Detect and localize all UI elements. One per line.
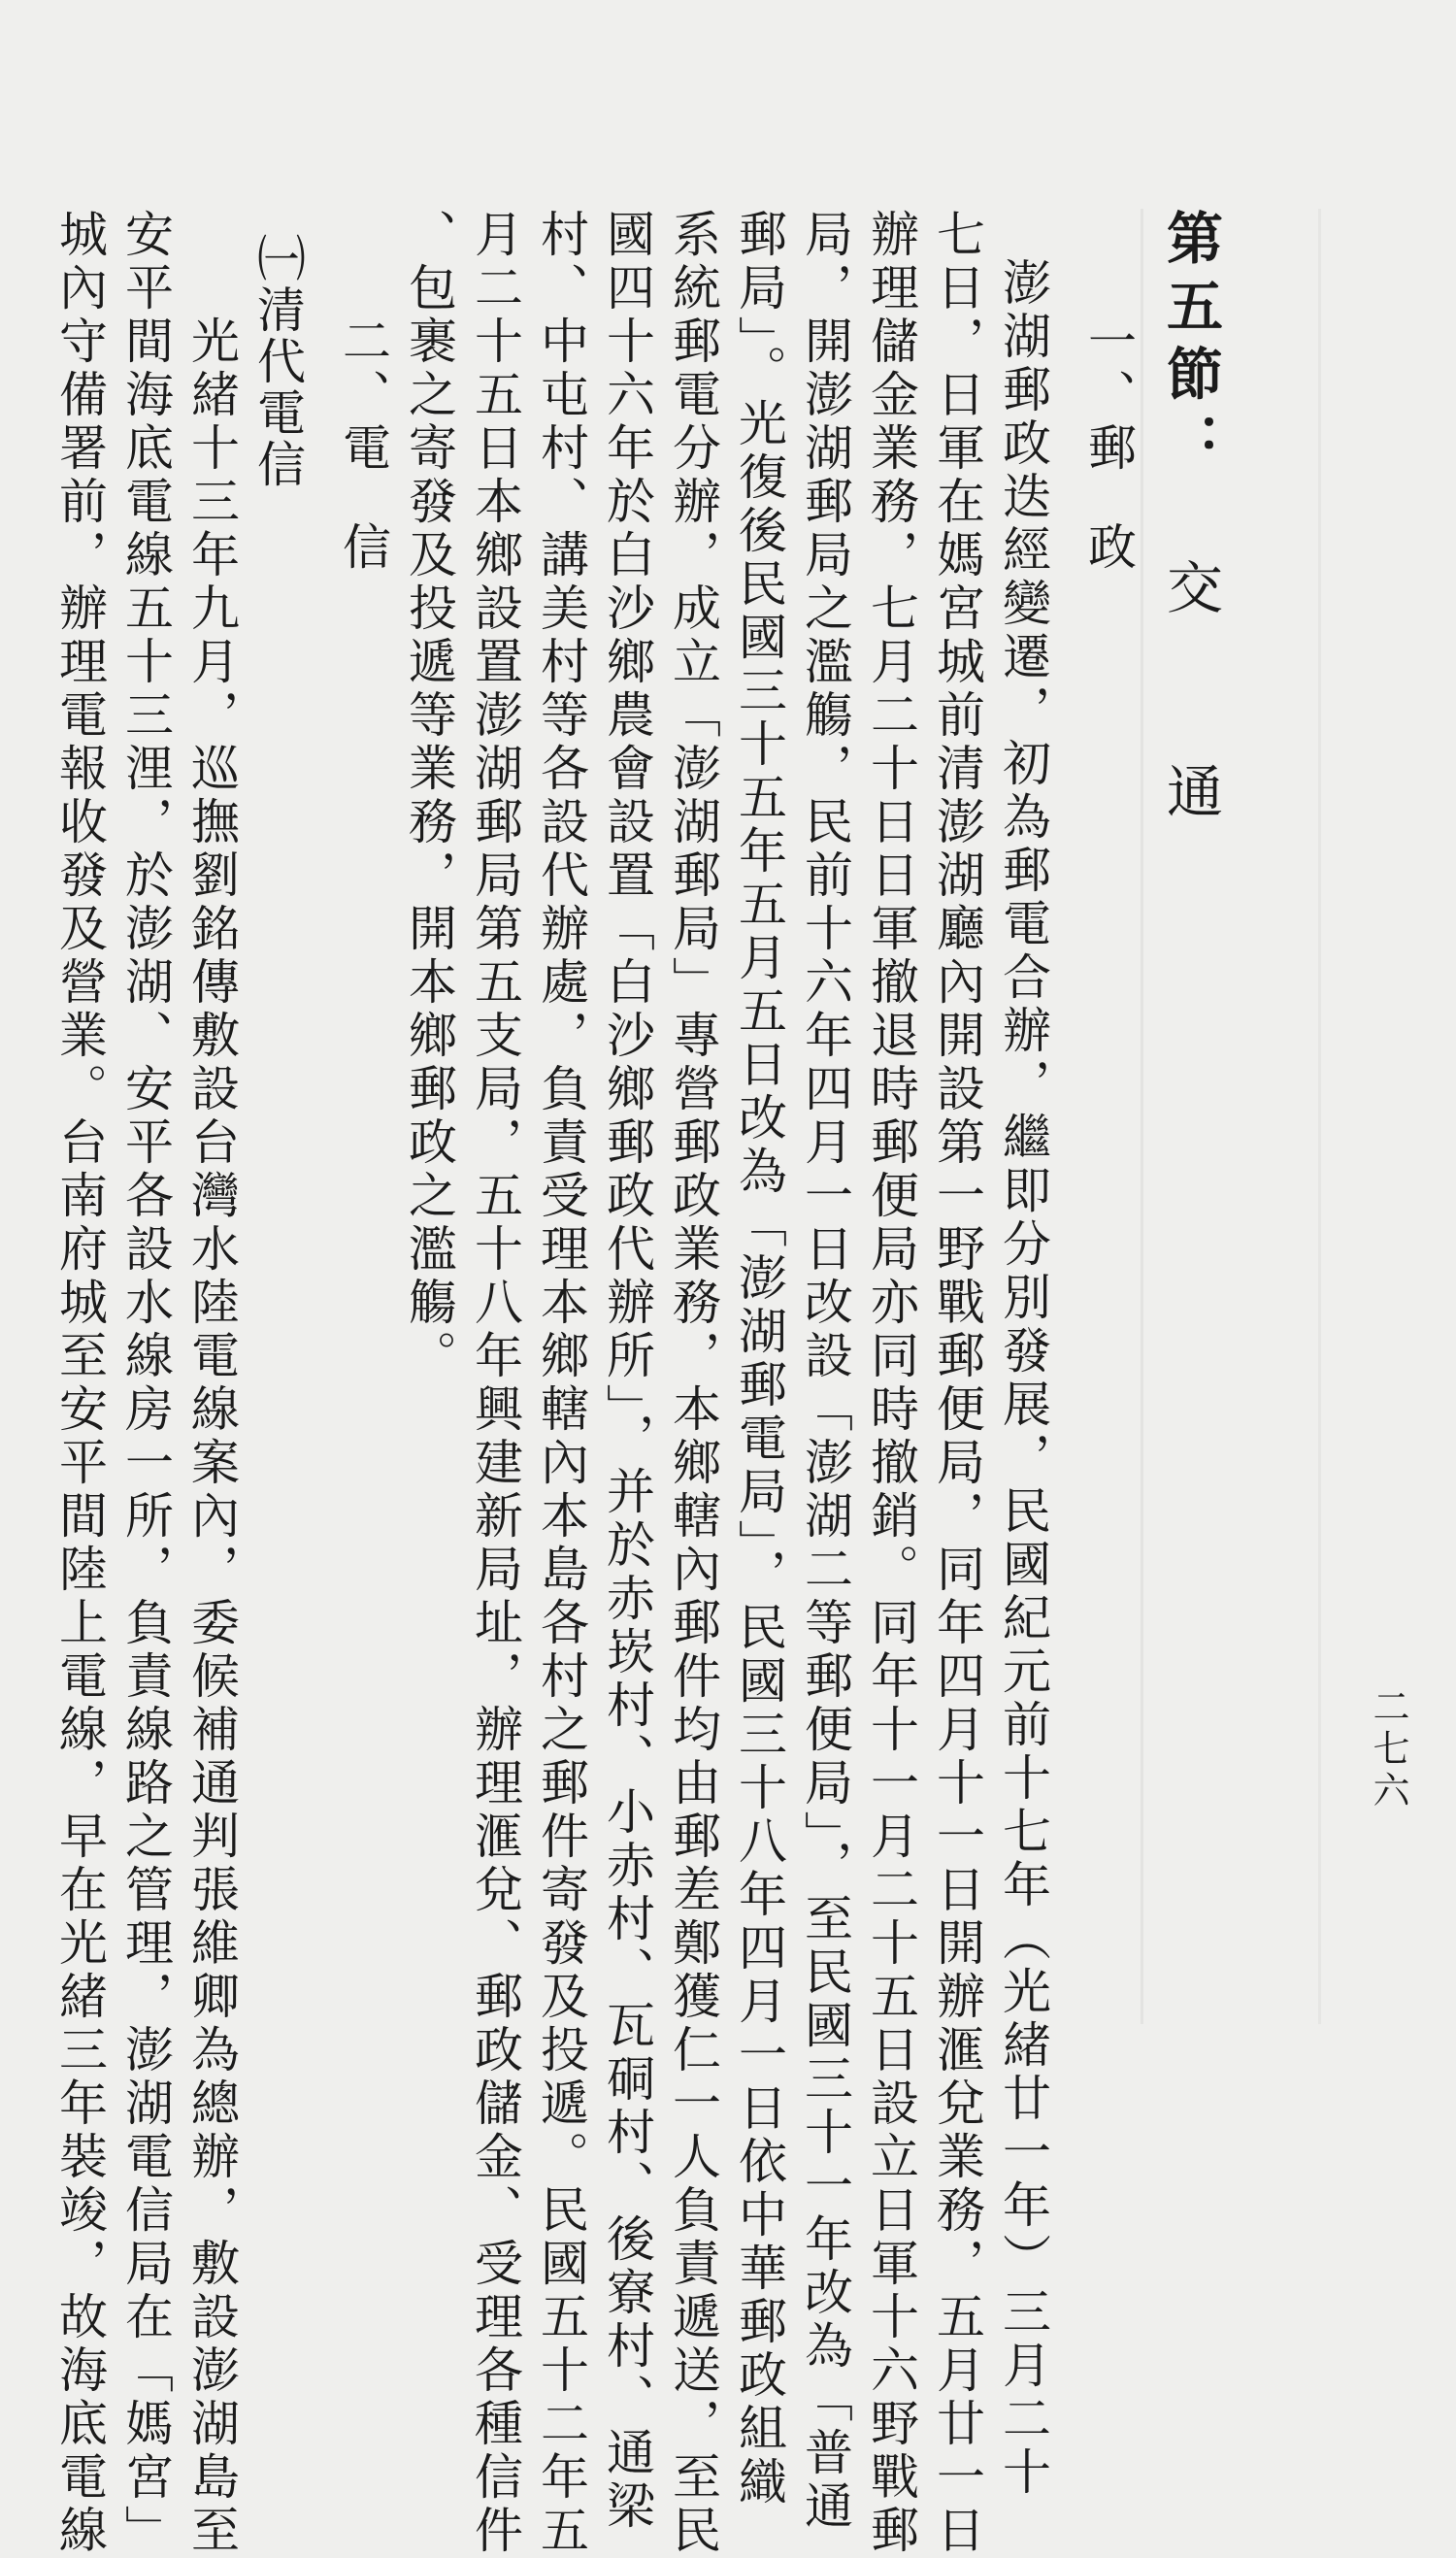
postal-paragraph-line: 郵局」。光復後民國三十五年五月五日改為「澎湖郵電局」，民國三十八年四月一日依中華郵政組織 (731, 209, 787, 2509)
heading-postal-text: 郵政 (1080, 422, 1137, 620)
postal-paragraph-line: 局，開澎湖郵局之濫觴，民前十六年四月一日改設「澎湖二等郵便局」，至民國三十一年改為「普通 (797, 209, 853, 2534)
postal-paragraph-line: 月二十五日本鄉設置澎湖郵局第五支局，五十八年興建新局址，辦理滙兌、郵政儲金、受理各種信件 (467, 209, 523, 2558)
heading-telecom-text: 電信 (335, 422, 391, 620)
section-title-text: 交 通 (1157, 558, 1223, 830)
page-number: 二七六 (1367, 1687, 1409, 1812)
postal-paragraph-line: 系統郵電分辦，成立「澎湖郵局」專營郵政業務，本鄉轄內郵件均由郵差鄭獲仁一人負責遞送，至民 (665, 209, 721, 2558)
section-title-label: 第五節 (1157, 209, 1223, 413)
postal-paragraph-line: 辦理儲金業務，七月二十日日軍撤退時郵便局亦同時撤銷。同年十一月二十五日設立日軍十六野戰郵 (863, 209, 919, 2558)
postal-paragraph-line: 村、中屯村、講美村等各設代辦處，負責受理本鄉轄內本島各村之郵件寄發及投遞。民國五十二年五 (533, 209, 589, 2558)
telecom-paragraph-line: 城內守備署前，辦理電報收發及營業。台南府城至安平間陸上電線，早在光緒三年裝竣，故海底電線 (51, 209, 108, 2558)
section-title (1142, 209, 1223, 2189)
subheading-number: ㈠ (249, 233, 306, 284)
postal-paragraph-line: 、包裹之寄發及投遞等業務，開本鄉郵政之濫觴。 (401, 209, 457, 1383)
postal-paragraph-line: 七日，日軍在媽宮城前清澎湖廳內開設第一野戰郵便局，同年四月十一日開辦滙兌業務，五月廿一日 (929, 209, 985, 2558)
telecom-paragraph-line: 安平間海底電線五十三浬，於澎湖、安平各設水線房一所，負責線路之管理，澎湖電信局在「媽宮」 (117, 209, 174, 2558)
subheading-text: 清代電信 (249, 284, 306, 490)
subheading-qing-telegraph (245, 209, 311, 2189)
telecom-paragraph-line: 光緒十三年九月，巡撫劉銘傳敷設台灣水陸電線案內，委候補通判張維卿為總辦，敷設澎湖島至 (183, 209, 240, 2558)
heading-postal-number: 一、 (1080, 316, 1137, 422)
heading-telecom-number: 二、 (335, 316, 391, 422)
postal-paragraph-line: 澎湖郵政迭經變遷，初為郵電合辦，繼即分別發展，民國紀元前十七年（光緒廿一年）三月二十 (995, 257, 1051, 2500)
heading-telecom (311, 209, 396, 2189)
heading-postal (1056, 209, 1142, 2189)
postal-paragraph-line: 國四十六年於白沙鄉農會設置「白沙鄉郵政代辦所」，并於赤崁村、小赤村、瓦硐村、後寮村、通梁 (599, 209, 655, 2534)
vertical-text-body (47, 209, 1223, 2558)
section-title-colon: ： (1157, 413, 1223, 481)
